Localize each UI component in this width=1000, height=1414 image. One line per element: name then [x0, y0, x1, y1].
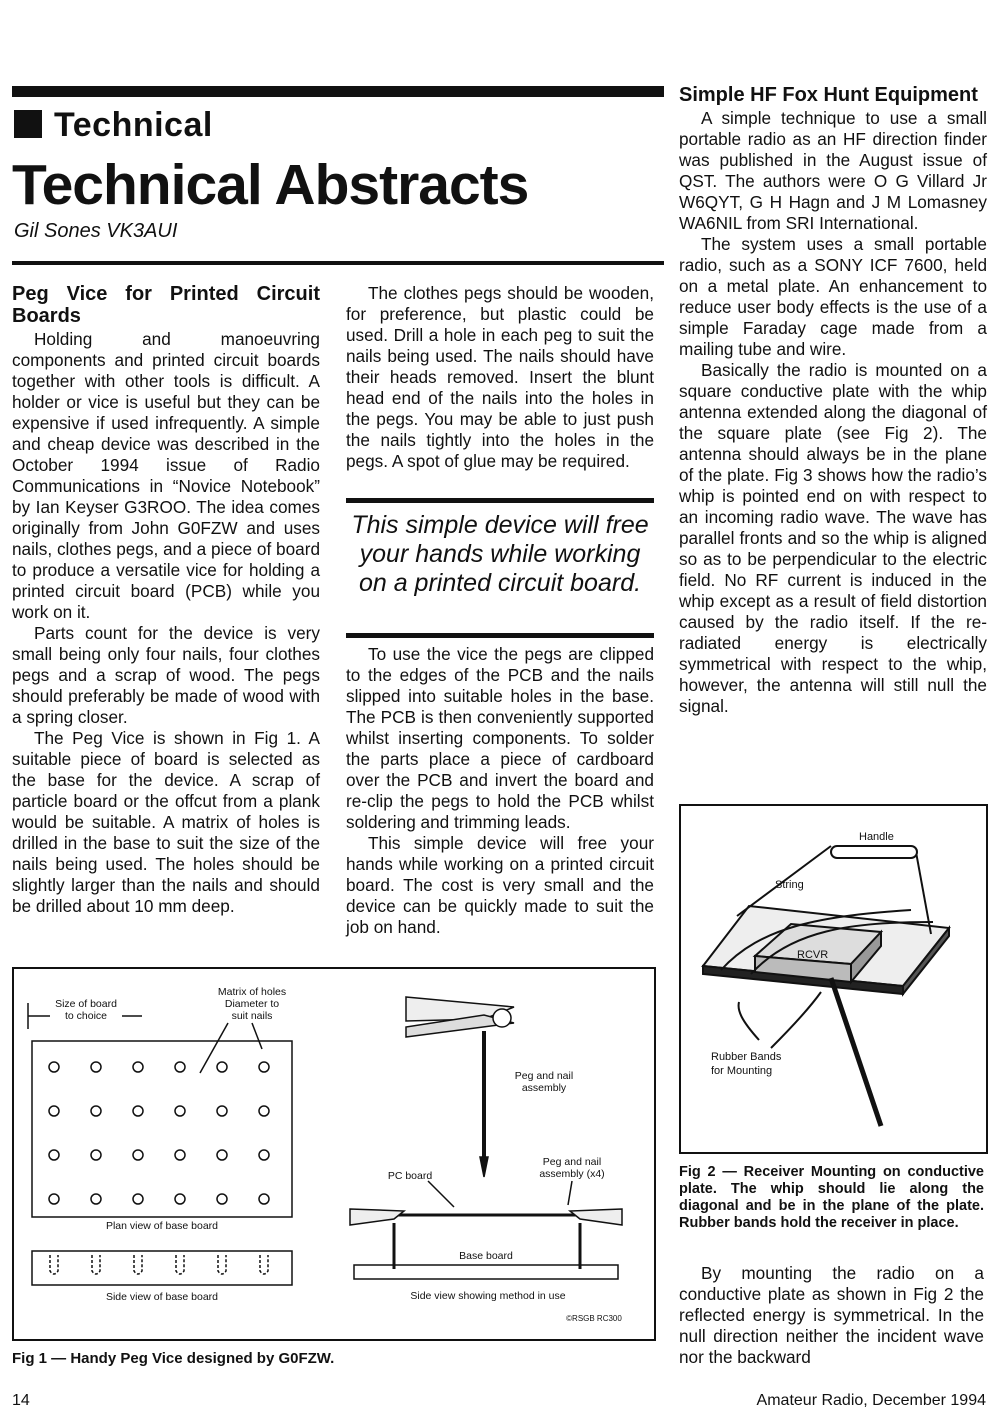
- handle: [831, 846, 917, 858]
- article1-para: This simple device will free your hands while working on a printed circuit board. The cost is very small and the device can be quickly made to suit the job on hand.: [346, 833, 654, 937]
- board-hole: [259, 1150, 269, 1160]
- article2-para: By mounting the radio on a conductive plate as shown in Fig 2 the reflected energy is symmetrical. In the null direction neither the incident wave nor the backward: [679, 1263, 984, 1367]
- fig2-handle-label: Handle: [859, 831, 894, 843]
- board-slot: [260, 1255, 268, 1274]
- board-hole: [217, 1150, 227, 1160]
- article1-column2-top: [346, 283, 654, 472]
- section-label: Technical: [54, 106, 213, 144]
- page-number: 14: [12, 1392, 30, 1409]
- article1-para: Holding and manoeuvring components and printed circuit boards together with other tools is difficult. A holder or vice is useful but they can be expensive if used infrequently. A simple and cheap device was described in the October 1994 issue of Radio Communications in “Novice Notebook” by Ian Keyser G3ROO. The idea comes originally from John G0FZW and uses nails, clothes pegs, and a piece of board to produce a versatile vice for holding a printed circuit board (PCB) while you work on it.: [12, 329, 320, 622]
- board-hole: [49, 1194, 59, 1204]
- fig1-size-label: Size of board: [55, 998, 117, 1010]
- fig1-side-label: Side view of base board: [105, 1291, 219, 1303]
- pullquote: This simple device will free your hands while working on a printed circuit board.: [351, 511, 649, 597]
- board-slot: [92, 1255, 100, 1274]
- hole-matrix: [49, 1062, 269, 1204]
- board-hole: [259, 1062, 269, 1072]
- board-hole: [91, 1150, 101, 1160]
- fig1-credit: ©RSGB RC300: [566, 1314, 622, 1323]
- section-square-icon: [14, 110, 42, 138]
- fig1-drawing: [14, 969, 654, 1339]
- peg-right: [570, 1209, 622, 1225]
- leader-line: [200, 1023, 228, 1073]
- leader-line: [252, 1023, 262, 1049]
- fig1-peg-nail-x4-label: Peg and nail: [542, 1156, 602, 1168]
- publication-footer: Amateur Radio, December 1994: [756, 1392, 986, 1409]
- top-rule: [12, 86, 664, 97]
- fig1-peg-nail-label2: assembly: [521, 1082, 567, 1094]
- fig2-rubber-label: Rubber Bands: [711, 1051, 782, 1063]
- board-hole: [217, 1194, 227, 1204]
- fig1-matrix-label: Matrix of holes: [217, 986, 287, 998]
- board-hole: [259, 1194, 269, 1204]
- page-title: Technical Abstracts: [12, 153, 529, 217]
- article1-para: Parts count for the device is very small being only four nails, four clothes pegs and a scrap of wood. The pegs should preferably be made of wood with a spring closer.: [12, 623, 320, 727]
- board-hole: [91, 1194, 101, 1204]
- slot-row: [50, 1255, 268, 1274]
- article1-para: The clothes pegs should be wooden, for preference, but plastic could be used. Drill a hole in each peg to suit the nails being used. The nails should have their heads removed. Insert the blunt head end of the nails into the holes in the pegs. You may be able to just push the nails tightly into the holes in the pegs. A spot of glue may be required.: [346, 283, 654, 471]
- article2-para: Basically the radio is mounted on a square conductive plate with the whip antenna extended along the diagonal of the square plate (see Fig 2). The antenna should always be in the plane of the plate. Fig 3 shows how the radio’s whip is pointed end on with respect to an incoming radio wave. The wave has parallel fronts and so the whip is aligned so as to be perpendicular to the electric field. No RF current is induced in the whip except as a result of field distortion caused by the radio itself. If the re-radiated energy is electrically symmetrical with respect to the whip, however, the antenna will still null the signal.: [679, 360, 987, 716]
- nail-tip: [480, 1157, 488, 1177]
- article1-column1: [12, 283, 320, 917]
- fig1-matrix-label2: Diameter to: [224, 998, 280, 1010]
- title-rule: [12, 261, 664, 265]
- fig1-peg-nail-label: Peg and nail: [514, 1070, 574, 1082]
- fig1-box: [12, 967, 656, 1341]
- fig2-box: [679, 804, 988, 1154]
- arrow: [739, 1002, 759, 1040]
- board-hole: [259, 1106, 269, 1116]
- fig1-pc-board-label: PC board: [387, 1170, 433, 1182]
- arrow: [771, 992, 821, 1048]
- section-heading: [14, 106, 213, 145]
- side-view-board: [32, 1251, 292, 1285]
- article2-para: The system uses a small portable radio, such as a SONY ICF 7600, held on a metal plate. An enhancement to reduce user body effects is the use of a simple Faraday cage made from a mailing tube and wire.: [679, 234, 987, 359]
- peg-left: [350, 1209, 404, 1225]
- board-hole: [133, 1106, 143, 1116]
- peg-spring: [493, 1009, 511, 1027]
- article1-heading: Peg Vice for Printed Circuit Boards: [12, 283, 320, 327]
- fig1-plan-label: Plan view of base board: [105, 1220, 219, 1232]
- board-hole: [133, 1150, 143, 1160]
- fig1-base-board-label: Base board: [459, 1250, 513, 1262]
- board-slot: [134, 1255, 142, 1274]
- fig2-drawing: [681, 806, 986, 1152]
- board-slot: [176, 1255, 184, 1274]
- fig1-peg-nail-x4-label2: assembly (x4): [539, 1168, 605, 1180]
- fig2-rubber-label2: for Mounting: [711, 1065, 773, 1077]
- board-hole: [217, 1062, 227, 1072]
- pullquote-bottom-rule: [346, 633, 654, 638]
- article1-para: To use the vice the pegs are clipped to the edges of the PCB and the nails slipped into suitable holes in the base. The PCB is then conveniently supported whilst inserting components. To solder the parts place a piece of cardboard over the PCB and invert the board and re-clip the pegs to hold the PCB whilst soldering and trimming leads.: [346, 644, 654, 832]
- article1-para: The Peg Vice is shown in Fig 1. A suitable piece of board is selected as the base for the device. A scrap of particle board or the offcut from a plank would be suitable. A matrix of holes is drilled in the base to suit the size of the nails being used. The holes should be slightly larger than the nails and should be drilled about 10 mm deep.: [12, 728, 320, 916]
- leader-line: [428, 1181, 454, 1207]
- fig1-matrix-label3: suit nails: [231, 1010, 273, 1022]
- fig2-caption: Fig 2 — Receiver Mounting on conductive plate. The whip should lie along the diagonal and be in the plane of the plate. Rubber bands hold the receiver in place.: [679, 1164, 984, 1231]
- leader-line: [568, 1181, 572, 1205]
- board-hole: [49, 1106, 59, 1116]
- article2-column: [679, 84, 987, 717]
- fig1-caption: Fig 1 — Handy Peg Vice designed by G0FZW.: [12, 1350, 335, 1367]
- board-slot: [218, 1255, 226, 1274]
- board-hole: [49, 1150, 59, 1160]
- board-hole: [91, 1106, 101, 1116]
- fig2-string-label: String: [775, 879, 804, 891]
- article2-continued: [679, 1263, 984, 1368]
- fig2-rcvr-label: RCVR: [797, 949, 829, 961]
- board-hole: [175, 1150, 185, 1160]
- fig1-side-use-label: Side view showing method in use: [410, 1290, 566, 1302]
- article2-para: A simple technique to use a small portable radio as an HF direction finder was published in the August issue of QST. The authors were O G Villard Jr W6QYT, G H Hagn and J M Lomasney WA6NIL from SRI International.: [679, 108, 987, 233]
- article1-column2-bottom: [346, 644, 654, 938]
- board-hole: [133, 1062, 143, 1072]
- board-hole: [175, 1194, 185, 1204]
- article2-heading: Simple HF Fox Hunt Equipment: [679, 84, 978, 106]
- board-hole: [217, 1106, 227, 1116]
- whip-antenna: [831, 978, 881, 1126]
- board-hole: [175, 1062, 185, 1072]
- board-hole: [175, 1106, 185, 1116]
- board-hole: [91, 1062, 101, 1072]
- fig1-size-label2: to choice: [64, 1010, 108, 1022]
- board-hole: [133, 1194, 143, 1204]
- board-slot: [50, 1255, 58, 1274]
- board-hole: [49, 1062, 59, 1072]
- plan-view-board: [32, 1041, 292, 1217]
- author-byline: Gil Sones VK3AUI: [14, 220, 178, 242]
- pullquote-top-rule: [346, 498, 654, 503]
